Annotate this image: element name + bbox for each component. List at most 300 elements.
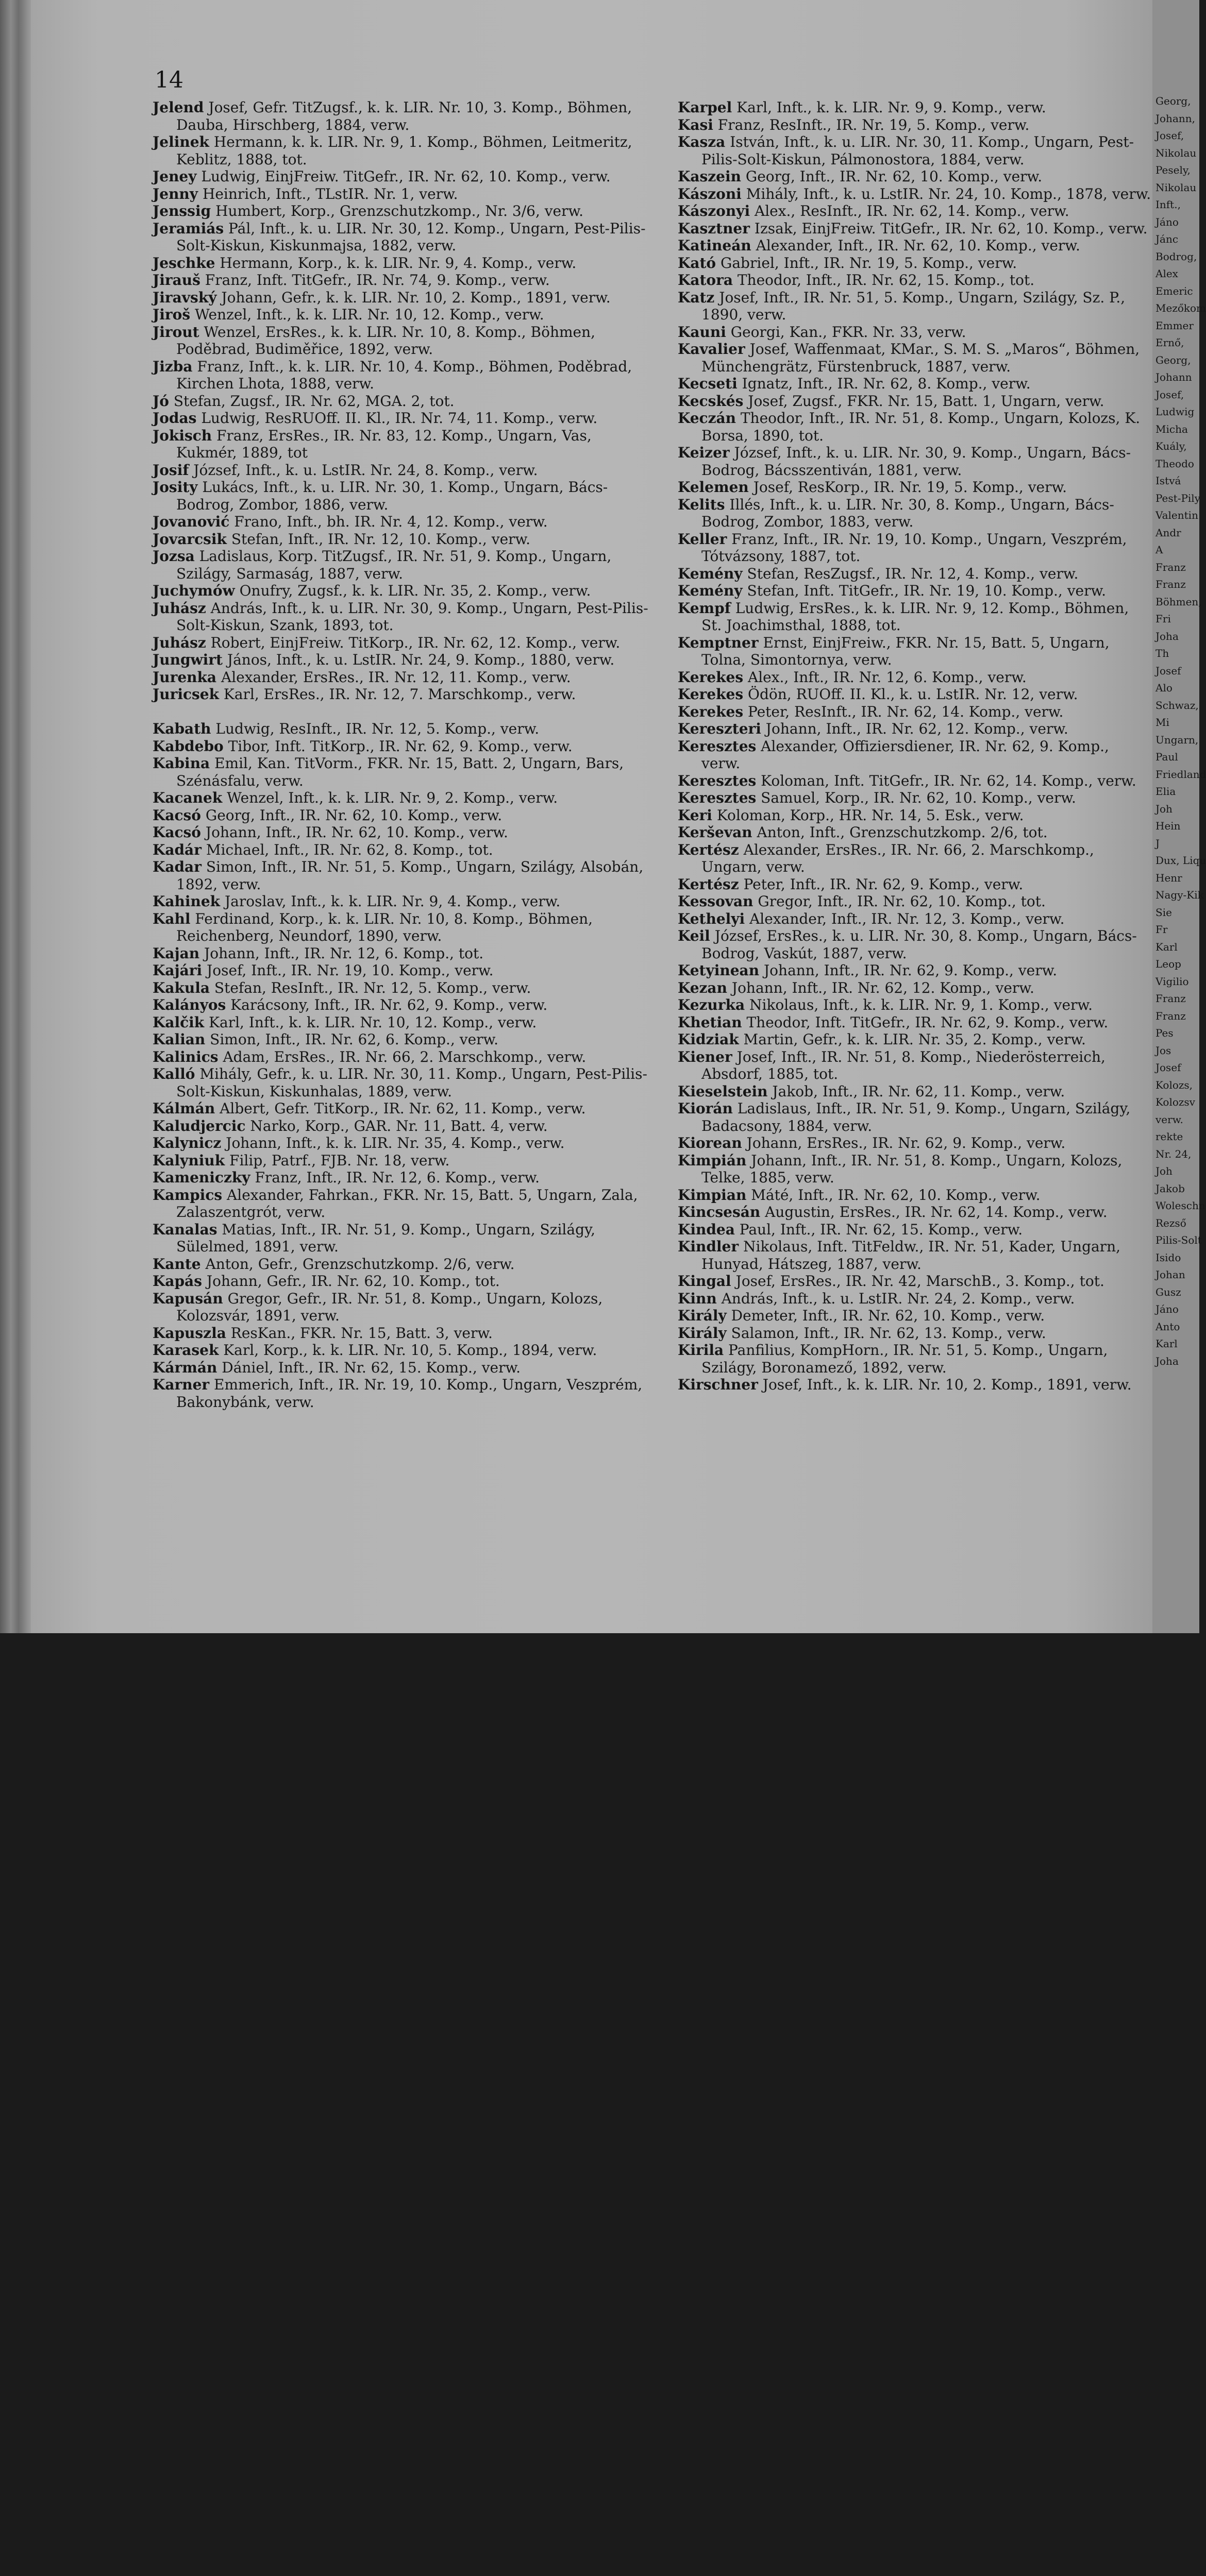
register-entry [678, 1273, 1152, 1290]
register-entry [678, 979, 1152, 997]
register-entry [678, 927, 1152, 962]
entry-surname: Keresztes [678, 789, 757, 806]
adjacent-fragment: Franz [1155, 561, 1186, 573]
entry-surname: Kante [153, 1255, 201, 1273]
entry-details: Alexander, ErsRes., IR. Nr. 66, 2. Marschkomp., Ungarn, verw. [701, 841, 1094, 875]
adjacent-fragment: Istvá [1155, 474, 1181, 487]
register-entry [678, 824, 1152, 841]
register-entry [678, 634, 1152, 669]
entry-surname: Josity [153, 479, 198, 496]
register-entry [678, 1048, 1152, 1083]
adjacent-fragment: Jos [1155, 1044, 1171, 1057]
entry-details: Alexander, ErsRes., IR. Nr. 12, 11. Komp., verw. [216, 668, 571, 686]
register-entry [678, 962, 1152, 979]
entry-details: Ludwig, EinjFreiw. TitGefr., IR. Nr. 62, 10. Komp., verw. [196, 168, 611, 185]
adjacent-fragment: Hein [1155, 820, 1181, 832]
entry-surname: Kapuszla [153, 1324, 226, 1342]
entry-surname: Jurenka [153, 668, 217, 686]
entry-surname: Kahinek [153, 893, 221, 910]
register-entry [678, 1342, 1152, 1376]
entry-details: István, Inft., k. u. LIR. Nr. 30, 11. Komp., Ungarn, Pest-Pilis-Solt-Kiskun, Pálmonostora, 1884, verw. [701, 133, 1134, 168]
entry-details: János, Inft., k. u. LstIR. Nr. 24, 9. Komp., 1880, verw. [222, 651, 615, 668]
register-entry [153, 168, 650, 185]
register-entry [678, 375, 1152, 393]
register-entry [678, 582, 1152, 600]
register-entry [153, 1065, 650, 1100]
register-entry [153, 755, 650, 789]
register-entry [678, 410, 1152, 444]
register-entry [678, 738, 1152, 772]
entry-details: Johann, Inft., IR. Nr. 51, 8. Komp., Ungarn, Kolozs, Telke, 1885, verw. [701, 1151, 1123, 1186]
entry-details: Ludwig, ResInft., IR. Nr. 12, 5. Komp., verw. [211, 720, 540, 737]
entry-surname: Kiorean [678, 1134, 742, 1151]
adjacent-fragment: Jáno [1155, 1303, 1179, 1315]
register-entry [153, 858, 650, 893]
register-entry [153, 1134, 650, 1152]
adjacent-fragment: Pesely, [1155, 164, 1191, 176]
register-entry [678, 1307, 1152, 1325]
adjacent-fragment: Valentin [1155, 509, 1198, 521]
entry-surname: Jodas [153, 410, 197, 427]
entry-details: Ladislaus, Korp. TitZugsf., IR. Nr. 51, 9. Komp., Ungarn, Szilágy, Sarmaság, 1887, verw. [176, 548, 612, 582]
entry-details: Stefan, Zugsf., IR. Nr. 62, MGA. 2, tot. [169, 392, 455, 410]
register-entry [153, 133, 650, 168]
entry-details: Stefan, ResZugsf., IR. Nr. 12, 4. Komp., verw. [742, 565, 1079, 582]
entry-surname: Juhász [153, 634, 206, 651]
entry-surname: Jeramiás [153, 219, 224, 237]
register-entry [678, 324, 1152, 341]
entry-details: Franz, ResInft., IR. Nr. 19, 5. Komp., verw. [713, 116, 1030, 133]
register-entry [678, 841, 1152, 876]
entry-details: Georg, Inft., IR. Nr. 62, 10. Komp., verw. [741, 168, 1043, 185]
adjacent-fragment: Jáno [1155, 215, 1179, 228]
adjacent-fragment: Kuály, [1155, 440, 1187, 452]
adjacent-fragment: Mi [1155, 716, 1169, 728]
register-entry [153, 582, 650, 600]
entry-details: Gabriel, Inft., IR. Nr. 19, 5. Komp., verw. [716, 254, 1017, 272]
entry-surname: Kecskés [678, 392, 744, 410]
adjacent-fragment: Ernő, [1155, 336, 1184, 349]
entry-surname: Király [678, 1307, 727, 1324]
entry-surname: Kasztner [678, 219, 750, 237]
entry-surname: Kezan [678, 979, 727, 996]
adjacent-fragment: Joha [1155, 1354, 1179, 1367]
register-entry [153, 686, 650, 703]
entry-details: Franz, Inft. TitGefr., IR. Nr. 74, 9. Komp., verw. [200, 272, 550, 289]
entry-surname: Kadár [153, 841, 202, 858]
section-gap [153, 703, 650, 721]
entry-surname: Kecseti [678, 375, 738, 392]
adjacent-fragment: Henr [1155, 871, 1182, 884]
adjacent-fragment: Vigilio [1155, 975, 1189, 988]
entry-surname: Kezurka [678, 996, 745, 1013]
register-entry [678, 185, 1152, 203]
entry-details: Emmerich, Inft., IR. Nr. 19, 10. Komp., Ungarn, Veszprém, Bakonybánk, verw. [176, 1376, 643, 1411]
entry-surname: Kapusán [153, 1290, 223, 1307]
adjacent-page-edge [1152, 0, 1206, 1633]
entry-details: Dániel, Inft., IR. Nr. 62, 15. Komp., verw. [217, 1359, 521, 1376]
entry-details: Josef, Inft., k. k. LIR. Nr. 10, 2. Komp., 1891, verw. [758, 1376, 1132, 1393]
entry-details: Johann, Inft., IR. Nr. 62, 12. Komp., verw. [761, 720, 1068, 737]
entry-details: Simon, Inft., IR. Nr. 51, 5. Komp., Ungarn, Szilágy, Alsobán, 1892, verw. [176, 858, 644, 893]
entry-details: Alexander, Fahrkan., FKR. Nr. 15, Batt. 5, Ungarn, Zala, Zalaszentgrót, verw. [176, 1186, 638, 1221]
register-entry [153, 996, 650, 1014]
left-column [153, 99, 650, 1411]
entry-surname: Keizer [678, 444, 730, 461]
adjacent-page-fragments [1152, 0, 1206, 1370]
entry-details: Hermann, Korp., k. k. LIR. Nr. 9, 4. Komp., verw. [215, 254, 577, 272]
adjacent-fragment: Isido [1155, 1251, 1181, 1264]
entry-details: Wenzel, ErsRes., k. k. LIR. Nr. 10, 8. Komp., Böhmen, Poděbrad, Budiměřice, 1892, verw. [176, 323, 596, 358]
register-entry [153, 720, 650, 738]
register-entry [153, 1152, 650, 1170]
entry-surname: Katineán [678, 237, 751, 254]
adjacent-fragment: Inft., [1155, 198, 1181, 211]
entry-surname: Kató [678, 254, 716, 272]
adjacent-fragment: Joha [1155, 630, 1179, 642]
entry-details: Karl, Inft., k. k. LIR. Nr. 9, 9. Komp., verw. [732, 99, 1046, 116]
book-binding [0, 0, 31, 1633]
register-entry [678, 893, 1152, 910]
entry-details: Koloman, Korp., HR. Nr. 14, 5. Esk., verw. [712, 806, 1024, 824]
entry-surname: Katz [678, 289, 715, 306]
entry-details: Gregor, Gefr., IR. Nr. 51, 8. Komp., Ungarn, Kolozs, Kolozsvár, 1891, verw. [176, 1290, 603, 1324]
entry-details: Theodor, Inft., IR. Nr. 62, 15. Komp., tot. [732, 272, 1035, 289]
register-entry [678, 1325, 1152, 1342]
entry-surname: Kemény [678, 582, 743, 599]
entry-surname: Kimpián [678, 1151, 747, 1169]
entry-surname: Jirauš [153, 272, 200, 289]
adjacent-fragment: Andr [1155, 526, 1181, 539]
entry-details: Karácsony, Inft., IR. Nr. 62, 9. Komp., verw. [226, 996, 548, 1013]
entry-details: Emil, Kan. TitVorm., FKR. Nr. 15, Batt. 2, Ungarn, Bars, Szénásfalu, verw. [176, 755, 624, 789]
register-entry [153, 427, 650, 462]
adjacent-fragment: Josef [1155, 1061, 1181, 1074]
entry-details: Máté, Inft., IR. Nr. 62, 10. Komp., verw. [746, 1186, 1041, 1204]
entry-details: Pál, Inft., k. u. LIR. Nr. 30, 12. Komp., Ungarn, Pest-Pilis-Solt-Kiskun, Kiskunmajsa, 1882, verw. [176, 219, 646, 254]
entry-details: Josef, ErsRes., IR. Nr. 42, MarschB., 3. Komp., tot. [731, 1273, 1104, 1290]
entry-surname: Jeney [153, 168, 197, 185]
register-entry [153, 1273, 650, 1290]
entry-details: Izsak, EinjFreiw. TitGefr., IR. Nr. 62, 10. Komp., verw. [750, 219, 1148, 237]
entry-details: Josef, Waffenmaat, KMar., S. M. S. „Maros“, Böhmen, Münchengrätz, Fürstenbruck, 1887, verw. [701, 341, 1140, 375]
entry-surname: Kabdebo [153, 737, 224, 755]
adjacent-fragment: Woleschn [1155, 1199, 1205, 1212]
adjacent-fragment: Josef, [1155, 129, 1184, 142]
register-entry [153, 738, 650, 755]
entry-details: Koloman, Inft. TitGefr., IR. Nr. 62, 14. Komp., verw. [756, 772, 1136, 789]
entry-surname: Jovanović [153, 513, 230, 530]
entry-surname: Kalčik [153, 1013, 205, 1031]
entry-details: Stefan, ResInft., IR. Nr. 12, 5. Komp., verw. [210, 979, 531, 996]
adjacent-fragment: Fr [1155, 923, 1168, 936]
entry-surname: Jelinek [153, 133, 209, 150]
entry-details: Johann, Inft., IR. Nr. 62, 9. Komp., verw. [759, 962, 1058, 979]
entry-details: Alex., Inft., IR. Nr. 12, 6. Komp., verw. [743, 668, 1027, 686]
register-entry [153, 306, 650, 324]
entry-surname: Karner [153, 1376, 210, 1393]
adjacent-fragment: Jánc [1155, 233, 1179, 245]
entry-surname: Kessovan [678, 893, 753, 910]
register-entry [153, 1187, 650, 1221]
entry-details: Ludwig, ErsRes., k. k. LIR. Nr. 9, 12. Komp., Böhmen, St. Joachimsthal, 1888, tot. [701, 599, 1129, 634]
entry-surname: Kabina [153, 755, 210, 772]
register-entry [153, 910, 650, 945]
adjacent-fragment: Micha [1155, 422, 1188, 435]
entry-surname: Jokisch [153, 427, 212, 444]
register-entry [678, 1221, 1152, 1239]
entry-surname: Kimpian [678, 1186, 747, 1204]
entry-surname: Kalányos [153, 996, 226, 1013]
register-entry [153, 893, 650, 910]
register-entry [153, 548, 650, 582]
entry-surname: Kalinics [153, 1048, 219, 1065]
entry-details: Alexander, Offiziersdiener, IR. Nr. 62, 9. Komp., verw. [701, 737, 1109, 772]
entry-details: Matias, Inft., IR. Nr. 51, 9. Komp., Ungarn, Szilágy, Sülelmed, 1891, verw. [176, 1221, 595, 1255]
adjacent-fragment: Johann [1155, 371, 1192, 383]
register-entry [678, 996, 1152, 1014]
register-entry [678, 910, 1152, 928]
register-entry [153, 202, 650, 220]
register-entry [678, 807, 1152, 824]
entry-surname: Jungwirt [153, 651, 223, 668]
entry-details: Jakob, Inft., IR. Nr. 62, 11. Komp., verw. [767, 1082, 1065, 1100]
entry-details: Albert, Gefr. TitKorp., IR. Nr. 62, 11. Komp., verw. [215, 1100, 586, 1117]
entry-details: Martin, Gefr., k. k. LIR. Nr. 35, 2. Komp., verw. [739, 1031, 1086, 1048]
entry-details: Onufry, Zugsf., k. k. LIR. Nr. 35, 2. Komp., verw. [234, 582, 591, 599]
register-entry [678, 202, 1152, 220]
entry-details: Jaroslav, Inft., k. k. LIR. Nr. 9, 4. Komp., verw. [220, 893, 561, 910]
register-entry [153, 1359, 650, 1377]
register-entry [153, 393, 650, 410]
adjacent-fragment: Gusz [1155, 1285, 1181, 1298]
register-entry [153, 513, 650, 531]
register-entry [678, 133, 1152, 168]
register-entry [678, 1134, 1152, 1152]
entry-surname: Kameniczky [153, 1169, 250, 1186]
entry-details: Michael, Inft., IR. Nr. 62, 8. Komp., tot. [201, 841, 493, 858]
entry-surname: Kauni [678, 323, 726, 341]
adjacent-fragment: Johan [1155, 1268, 1185, 1281]
entry-details: Salamon, Inft., IR. Nr. 62, 13. Komp., verw. [726, 1324, 1046, 1342]
entry-surname: Kidziak [678, 1031, 739, 1048]
entry-details: Peter, Inft., IR. Nr. 62, 9. Komp., verw. [739, 875, 1024, 893]
register-entry [678, 686, 1152, 703]
entry-surname: Juricsek [153, 686, 220, 703]
entry-surname: Kászonyi [678, 202, 750, 219]
page-number: 14 [155, 67, 183, 93]
adjacent-fragment: Franz [1155, 1009, 1186, 1022]
entry-details: Demeter, Inft., IR. Nr. 62, 10. Komp., verw. [726, 1307, 1045, 1324]
entry-details: Humbert, Korp., Grenzschutzkomp., Nr. 3/6, verw. [211, 202, 584, 219]
entry-details: Paul, Inft., IR. Nr. 62, 15. Komp., verw. [734, 1221, 1023, 1238]
entry-surname: Kanalas [153, 1221, 217, 1238]
entry-details: Franz, ErsRes., IR. Nr. 83, 12. Komp., Ungarn, Vas, Kukmér, 1889, tot [176, 427, 592, 461]
register-entry [153, 185, 650, 203]
register-entry [678, 168, 1152, 185]
entry-details: Heinrich, Inft., TLstIR. Nr. 1, verw. [198, 185, 458, 202]
entry-surname: Keil [678, 927, 710, 944]
register-entry [678, 703, 1152, 721]
adjacent-fragment: A [1155, 544, 1163, 556]
adjacent-fragment: Johann, [1155, 112, 1195, 125]
register-entry [153, 358, 650, 393]
entry-details: Mihály, Inft., k. u. LstIR. Nr. 24, 10. Komp., 1878, verw. [741, 185, 1151, 202]
adjacent-fragment: Kolozsv [1155, 1096, 1195, 1108]
entry-surname: Kapás [153, 1273, 202, 1290]
register-entry [678, 116, 1152, 134]
register-entry [153, 462, 650, 479]
entry-details: Illés, Inft., k. u. LIR. Nr. 30, 8. Komp., Ungarn, Bács-Bodrog, Zombor, 1883, verw. [701, 496, 1114, 530]
register-entry [678, 220, 1152, 238]
register-entry [153, 651, 650, 669]
register-entry [678, 289, 1152, 324]
entry-details: Ladislaus, Inft., IR. Nr. 51, 9. Komp., Ungarn, Szilágy, Badacsony, 1884, verw. [701, 1100, 1131, 1134]
adjacent-fragment: Franz [1155, 578, 1186, 590]
entry-surname: Jizba [153, 358, 193, 375]
register-entry [153, 1100, 650, 1117]
adjacent-fragment: Pilis-Solt [1155, 1234, 1202, 1246]
entry-surname: Kelits [678, 496, 725, 513]
entry-surname: Karasek [153, 1342, 219, 1359]
register-entry [153, 1325, 650, 1342]
entry-details: Stefan, Inft. TitGefr., IR. Nr. 19, 10. Komp., verw. [742, 582, 1107, 599]
entry-surname: Kereszteri [678, 720, 761, 737]
adjacent-fragment: Karl [1155, 1337, 1178, 1350]
entry-surname: Jiroš [153, 306, 191, 323]
entry-details: Tibor, Inft. TitKorp., IR. Nr. 62, 9. Komp., verw. [223, 737, 573, 755]
register-entry [678, 1152, 1152, 1187]
entry-details: Georgi, Kan., FKR. Nr. 33, verw. [726, 323, 966, 341]
entry-surname: Kampics [153, 1186, 223, 1204]
entry-details: Johann, Inft., IR. Nr. 62, 10. Komp., verw. [200, 824, 508, 841]
entry-details: Narko, Korp., GAR. Nr. 11, Batt. 4, verw. [245, 1117, 548, 1134]
entry-surname: Jenny [153, 185, 198, 202]
entry-details: Theodor, Inft. TitGefr., IR. Nr. 62, 9. Komp., verw. [742, 1013, 1109, 1031]
entry-surname: Kelemen [678, 479, 749, 496]
register-entry [153, 824, 650, 841]
adjacent-fragment: Sie [1155, 906, 1172, 919]
register-entry [678, 393, 1152, 410]
register-entry [678, 496, 1152, 531]
register-entry [678, 272, 1152, 289]
entry-surname: Kerekes [678, 668, 744, 686]
register-entry [153, 1256, 650, 1273]
entry-details: Franz, Inft., IR. Nr. 12, 6. Komp., verw. [250, 1169, 540, 1186]
entry-surname: Kemptner [678, 634, 759, 651]
register-entry [678, 1014, 1152, 1031]
entry-details: Anton, Inft., Grenzschutzkomp. 2/6, tot. [752, 824, 1048, 841]
register-entry [153, 531, 650, 548]
entry-details: Frano, Inft., bh. IR. Nr. 4, 12. Komp., verw. [229, 513, 548, 530]
entry-surname: Kacsó [153, 806, 201, 824]
entry-surname: Kincsesán [678, 1204, 761, 1221]
adjacent-fragment: Emeric [1155, 284, 1193, 297]
entry-details: Josef, ResKorp., IR. Nr. 19, 5. Komp., verw. [748, 479, 1067, 496]
register-entry [678, 669, 1152, 686]
register-entry [678, 772, 1152, 790]
register-entry [678, 237, 1152, 255]
register-entry [153, 99, 650, 133]
register-entry [153, 410, 650, 427]
register-entry [153, 945, 650, 962]
register-entry [153, 479, 650, 513]
adjacent-fragment: Alex [1155, 267, 1178, 280]
entry-details: ResKan., FKR. Nr. 15, Batt. 3, verw. [226, 1324, 493, 1342]
adjacent-fragment: Nikolau [1155, 181, 1197, 194]
entry-details: Johann, Gefr., IR. Nr. 62, 10. Komp., tot. [202, 1273, 500, 1290]
entry-surname: Karpel [678, 99, 732, 116]
register-entry [678, 720, 1152, 738]
adjacent-fragment: Mezőkom [1155, 302, 1206, 314]
entry-surname: Kavalier [678, 341, 745, 358]
adjacent-fragment: Friedland [1155, 768, 1206, 781]
register-entry [153, 634, 650, 652]
entry-details: Nikolaus, Inft., k. k. LIR. Nr. 9, 1. Komp., verw. [745, 996, 1093, 1013]
register-entry [678, 789, 1152, 807]
register-entry [678, 565, 1152, 583]
register-entry [678, 1376, 1152, 1394]
register-entry [153, 1221, 650, 1256]
entry-details: Nikolaus, Inft. TitFeldw., IR. Nr. 51, Kader, Ungarn, Hunyad, Hátszeg, 1887, verw. [701, 1238, 1121, 1273]
entry-details: Stefan, Inft., IR. Nr. 12, 10. Komp., verw. [226, 530, 531, 548]
entry-surname: Király [678, 1324, 727, 1342]
register-entry [678, 1083, 1152, 1100]
entry-surname: Kerekes [678, 686, 744, 703]
entry-details: Karl, ErsRes., IR. Nr. 12, 7. Marschkomp., verw. [219, 686, 576, 703]
register-entry [153, 1169, 650, 1187]
adjacent-fragment: Th [1155, 647, 1169, 659]
entry-surname: Kempf [678, 599, 731, 617]
register-entry [678, 1290, 1152, 1308]
entry-details: Johann, Inft., k. k. LIR. Nr. 35, 4. Komp., verw. [221, 1134, 565, 1151]
adjacent-fragment: Ungarn, [1155, 733, 1199, 746]
register-entry [153, 289, 650, 307]
adjacent-fragment: Rezső [1155, 1216, 1186, 1229]
entry-surname: Juchymów [153, 582, 235, 599]
adjacent-fragment: rekte [1155, 1130, 1183, 1143]
entry-details: András, Inft., k. u. LIR. Nr. 30, 9. Komp., Ungarn, Pest-Pilis-Solt-Kiskun, Szank, 1893, tot. [176, 599, 648, 634]
entry-details: Ferdinand, Korp., k. k. LIR. Nr. 10, 8. Komp., Böhmen, Reichenberg, Neundorf, 1890, verw. [176, 910, 593, 944]
register-entry [678, 1204, 1152, 1221]
register-entry [153, 1290, 650, 1325]
entry-details: Theodor, Inft., IR. Nr. 51, 8. Komp., Ungarn, Kolozs, K. Borsa, 1890, tot. [701, 410, 1141, 444]
adjacent-fragment: Ludwig [1155, 405, 1195, 418]
adjacent-fragment: Anto [1155, 1320, 1180, 1333]
register-entry [153, 1048, 650, 1066]
adjacent-fragment: Nikolau [1155, 146, 1197, 159]
register-entry [153, 669, 650, 686]
entry-surname: Kahl [153, 910, 191, 927]
register-entry [678, 444, 1152, 479]
register-entry [678, 99, 1152, 116]
entry-details: Josef, Inft., IR. Nr. 19, 10. Komp., verw. [202, 962, 494, 979]
register-entry [678, 1031, 1152, 1048]
adjacent-fragment: Bodrog, [1155, 250, 1197, 263]
entry-surname: Khetian [678, 1013, 742, 1031]
register-entry [678, 1100, 1152, 1134]
register-entry [678, 1187, 1152, 1204]
entry-surname: Kirila [678, 1342, 724, 1359]
entry-surname: Jirout [153, 323, 199, 341]
entry-surname: Kaszein [678, 168, 741, 185]
entry-details: József, ErsRes., k. u. LIR. Nr. 30, 8. Komp., Ungarn, Bács-Bodrog, Vaskút, 1887, verw. [701, 927, 1137, 962]
entry-surname: Kászoni [678, 185, 742, 202]
register-entry [153, 962, 650, 979]
entry-surname: Jó [153, 392, 169, 410]
register-entry [153, 979, 650, 997]
entry-surname: Kabath [153, 720, 211, 737]
